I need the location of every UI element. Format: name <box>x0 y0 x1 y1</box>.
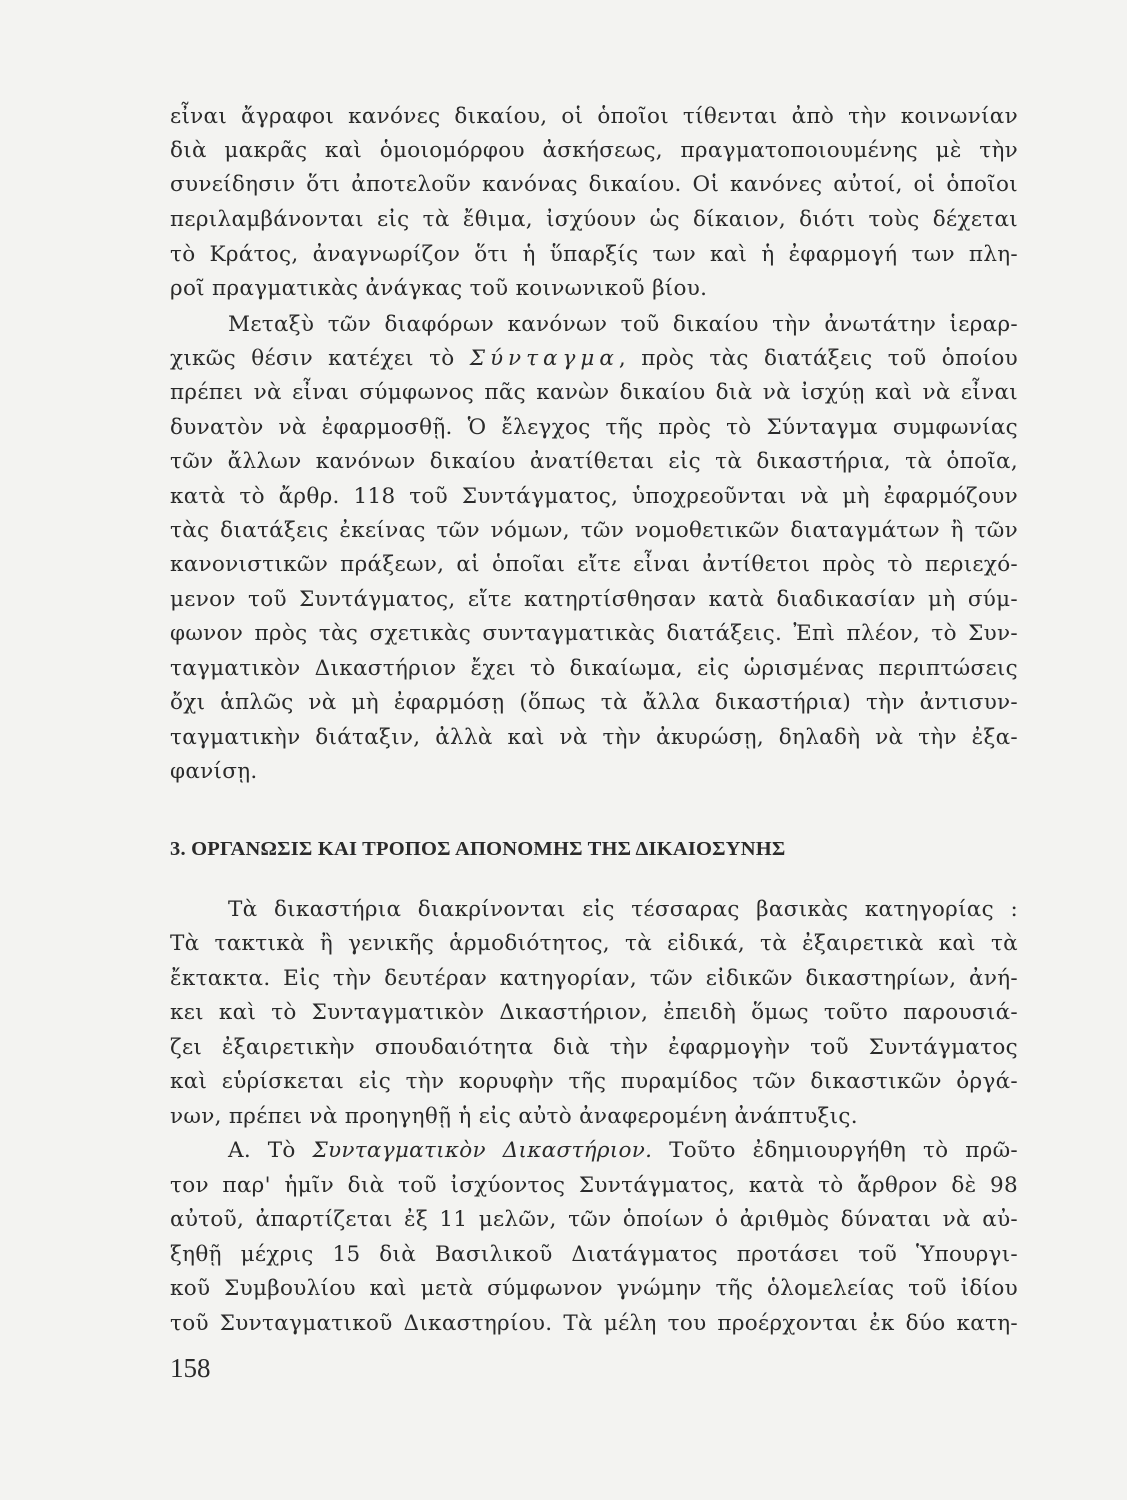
text-line: φανίσῃ. <box>170 759 258 784</box>
text-line: τον παρ' ἡμῖν διὰ τοῦ ἰσχύοντος Συντάγματος, κατὰ τὸ ἄρθρον δὲ 98 <box>170 1173 1018 1198</box>
text-line <box>170 342 1018 376</box>
text-line: κατὰ τὸ ἄρθρ. 118 τοῦ Συντάγματος, ὑποχρεοῦνται νὰ μὴ ἐφαρμόζουν <box>170 484 1018 509</box>
text-line: συνείδησιν ὅτι ἀποτελοῦν κανόνας δικαίου. Οἱ κανόνες αὐτοί, οἱ ὁποῖοι <box>170 172 1018 197</box>
text-line: μενον τοῦ Συντάγματος, εἴτε κατηρτίσθησαν κατὰ διαδικασίαν μὴ σύμ- <box>170 587 1018 612</box>
text-line: Τὰ δικαστήρια διακρίνονται εἰς τέσσαρας βασικὰς κατηγορίας : <box>228 897 1018 922</box>
text-line: πρέπει νὰ εἶναι σύμφωνος πᾶς κανὼν δικαίου διὰ νὰ ἰσχύῃ καὶ νὰ εἶναι <box>170 380 1018 405</box>
text-line: εἶναι ἄγραφοι κανόνες δικαίου, οἱ ὁποῖοι τίθενται ἀπὸ τὴν κοινωνίαν <box>170 104 1018 129</box>
text-line: ζει ἐξαιρετικὴν σπουδαιότητα διὰ τὴν ἐφαρμογὴν τοῦ Συντάγματος <box>170 1035 1018 1060</box>
text-line: ξηθῇ μέχρις 15 διὰ Βασιλικοῦ Διατάγματος προτάσει τοῦ Ὑπουργι- <box>170 1242 1018 1267</box>
text-line: κοῦ Συμβουλίου καὶ μετὰ σύμφωνον γνώμην τῆς ὁλομελείας τοῦ ἰδίου <box>170 1276 1018 1301</box>
text-line: ροῖ πραγματικὰς ἀνάγκας τοῦ κοινωνικοῦ βίου. <box>170 276 708 301</box>
text-line: Μεταξὺ τῶν διαφόρων κανόνων τοῦ δικαίου τὴν ἀνωτάτην ἱεραρ- <box>228 312 1018 337</box>
text-span: Α. Τὸ <box>228 1138 313 1163</box>
text-line: φωνον πρὸς τὰς σχετικὰς συνταγματικὰς διατάξεις. Ἐπὶ πλέον, τὸ Συν- <box>170 621 1018 646</box>
text-span: χικῶς θέσιν κατέχει τὸ <box>170 346 470 371</box>
text-line: αὐτοῦ, ἀπαρτίζεται ἐξ 11 μελῶν, τῶν ὁποίων ὁ ἀριθμὸς δύναται νὰ αὐ- <box>170 1207 1018 1232</box>
text-line: κανονιστικῶν πράξεων, αἱ ὁποῖαι εἴτε εἶναι ἀντίθετοι πρὸς τὸ περιεχό- <box>170 552 1018 577</box>
text-line: καὶ εὑρίσκεται εἰς τὴν κορυφὴν τῆς πυραμίδος τῶν δικαστικῶν ὀργά- <box>170 1069 1018 1094</box>
text-line: τῶν ἄλλων κανόνων δικαίου ἀνατίθεται εἰς τὰ δικαστήρια, τὰ ὁποῖα, <box>170 449 1018 474</box>
text-line: περιλαμβάνονται εἰς τὰ ἔθιμα, ἰσχύουν ὡς δίκαιον, διότι τοὺς δέχεται <box>170 207 1018 232</box>
text-line: ἔκτακτα. Εἰς τὴν δευτέραν κατηγορίαν, τῶν εἰδικῶν δικαστηρίων, ἀνή- <box>170 966 1018 991</box>
text-line: κει καὶ τὸ Συνταγματικὸν Δικαστήριον, ἐπειδὴ ὅμως τοῦτο παρουσιά- <box>170 1000 1018 1025</box>
text-line: νων, πρέπει νὰ προηγηθῇ ἡ εἰς αὐτὸ ἀναφερομένη ἀνάπτυξις. <box>170 1104 858 1129</box>
text-line: διὰ μακρᾶς καὶ ὁμοιομόρφου ἀσκήσεως, πραγματοποιουμένης μὲ τὴν <box>170 138 1018 163</box>
text-line: ταγματικὴν διάταξιν, ἀλλὰ καὶ νὰ τὴν ἀκυρώσῃ, δηλαδὴ νὰ τὴν ἐξα- <box>170 725 1018 750</box>
text-span: , πρὸς τὰς διατάξεις τοῦ ὁποίου <box>618 346 1018 371</box>
text-line <box>228 1134 1018 1168</box>
text-line: ὄχι ἁπλῶς νὰ μὴ ἐφαρμόσῃ (ὅπως τὰ ἄλλα δικαστήρια) τὴν ἀντισυν- <box>170 690 1018 715</box>
text-span: Τοῦτο ἐδημιουργήθη τὸ πρῶ- <box>652 1138 1018 1163</box>
text-line: Τὰ τακτικὰ ἢ γενικῆς ἁρμοδιότητος, τὰ εἰδικά, τὰ ἐξαιρετικὰ καὶ τὰ <box>170 931 1018 956</box>
section-heading: 3. ΟΡΓΑΝΩΣΙΣ ΚΑΙ ΤΡΟΠΟΣ ΑΠΟΝΟΜΗΣ ΤΗΣ ΔΙΚΑΙΟΣΥΝΗΣ <box>170 838 786 860</box>
text-line: τὰς διατάξεις ἐκείνας τῶν νόμων, τῶν νομοθετικῶν διαταγμάτων ἢ τῶν <box>170 518 1018 543</box>
text-line: ταγματικὸν Δικαστήριον ἔχει τὸ δικαίωμα, εἰς ὡρισμένας περιπτώσεις <box>170 656 1018 681</box>
text-line: δυνατὸν νὰ ἐφαρμοσθῇ. Ὁ ἔλεγχος τῆς πρὸς τὸ Σύνταγμα συμφωνίας <box>170 415 1018 440</box>
emphasized-term: Συνταγματικὸν Δικαστήριον. <box>312 1138 653 1163</box>
text-line: τὸ Κράτος, ἀναγνωρίζον ὅτι ἡ ὕπαρξίς των καὶ ἡ ἐφαρμογή των πλη- <box>170 242 1018 267</box>
emphasized-term: Σύνταγμα <box>469 346 619 371</box>
text-line: τοῦ Συνταγματικοῦ Δικαστηρίου. Τὰ μέλη του προέρχονται ἐκ δύο κατη- <box>170 1311 1018 1336</box>
page-number: 158 <box>170 1353 211 1383</box>
